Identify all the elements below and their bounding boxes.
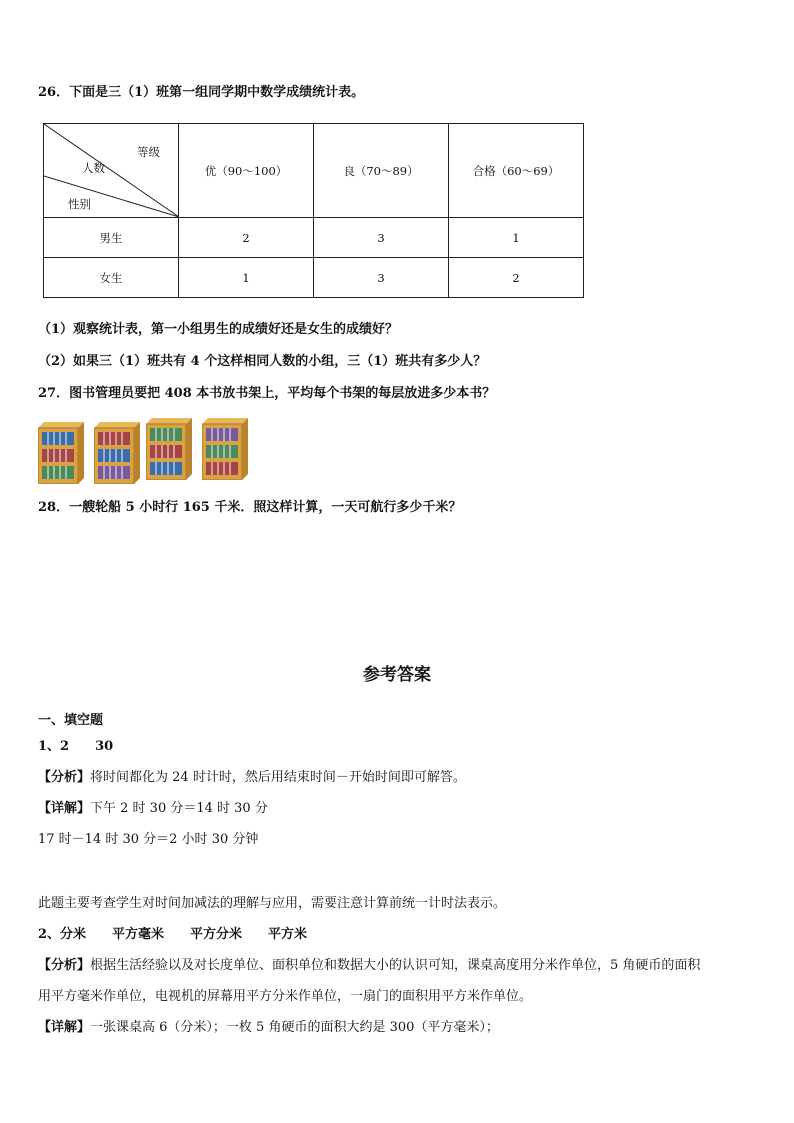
bookshelves-illustration [38, 418, 253, 484]
bookshelf-icon [202, 418, 248, 480]
table-cell: 1 [449, 218, 584, 258]
table-corner-cell [44, 124, 179, 218]
table-cell: 3 [314, 218, 449, 258]
answer-1-detail [38, 801, 268, 817]
table-cell: 2 [449, 258, 584, 298]
table-cell: 3 [314, 258, 449, 298]
diagonal-lines [44, 124, 179, 217]
answers-heading: 参考答案 [363, 665, 431, 685]
corner-label-gender: 性别 [68, 197, 91, 211]
analysis-tag: 【分析】 [38, 958, 91, 973]
answer-1-analysis [38, 770, 466, 786]
table-header-row [44, 124, 584, 218]
row-label: 男生 [44, 218, 179, 258]
table-header-cell: 优（90～100） [179, 124, 314, 218]
analysis-text: 根据生活经验以及对长度单位、面积单位和数据大小的认识可知，课桌高度用分米作单位，5 角硬币的面积 [90, 958, 701, 973]
analysis-text: 将时间都化为 24 时计时，然后用结束时间－开始时间即可解答。 [90, 770, 466, 785]
detail-tag: 【详解】 [38, 801, 91, 816]
corner-label-count: 人数 [82, 161, 105, 175]
question-26-sub1: （1）观察统计表，第一小组男生的成绩好还是女生的成绩好？ [38, 322, 399, 337]
detail-tag: 【详解】 [38, 1020, 91, 1035]
grade-statistics-table [43, 123, 584, 298]
answer-2-analysis-cont: 用平方毫米作单位，电视机的屏幕用平方分米作单位，一扇门的面积用平方米作单位。 [38, 989, 533, 1004]
table-header-cell: 合格（60～69） [449, 124, 584, 218]
table-row [44, 218, 584, 258]
answer-2-line: 2、分米 平方毫米 平方分米 平方米 [38, 927, 308, 942]
detail-text: 一张课桌高 6（分米）；一枚 5 角硬币的面积大约是 300（平方毫米）； [90, 1020, 499, 1035]
question-28-title: 28．一艘轮船 5 小时行 165 千米．照这样计算，一天可航行多少千米？ [38, 500, 462, 515]
question-26-sub2: （2）如果三（1）班共有 4 个这样相同人数的小组，三（1）班共有多少人？ [38, 354, 487, 369]
table-cell: 2 [179, 218, 314, 258]
bookshelf-icon [94, 422, 140, 484]
answer-2-analysis [38, 958, 700, 974]
row-label: 女生 [44, 258, 179, 298]
section-fill-blank: 一、填空题 [38, 713, 104, 728]
detail-text: 下午 2 时 30 分＝14 时 30 分 [90, 801, 268, 816]
question-26-title: 26．下面是三（1）班第一组同学期中数学成绩统计表。 [38, 85, 365, 100]
bookshelf-icon [146, 418, 192, 480]
bookshelf-icon [38, 422, 84, 484]
answer-2-detail [38, 1020, 499, 1036]
answer-1-note: 此题主要考查学生对时间加减法的理解与应用，需要注意计算前统一计时法表示。 [38, 896, 507, 911]
answer-1-line: 1、2 30 [38, 739, 114, 754]
answer-1-calculation: 17 时－14 时 30 分＝2 小时 30 分钟 [38, 832, 259, 847]
table-cell: 1 [179, 258, 314, 298]
table-header-cell: 良（70～89） [314, 124, 449, 218]
corner-label-grade: 等级 [137, 145, 160, 159]
table-row [44, 258, 584, 298]
question-27-title: 27．图书管理员要把 408 本书放书架上，平均每个书架的每层放进多少本书？ [38, 386, 496, 401]
analysis-tag: 【分析】 [38, 770, 91, 785]
